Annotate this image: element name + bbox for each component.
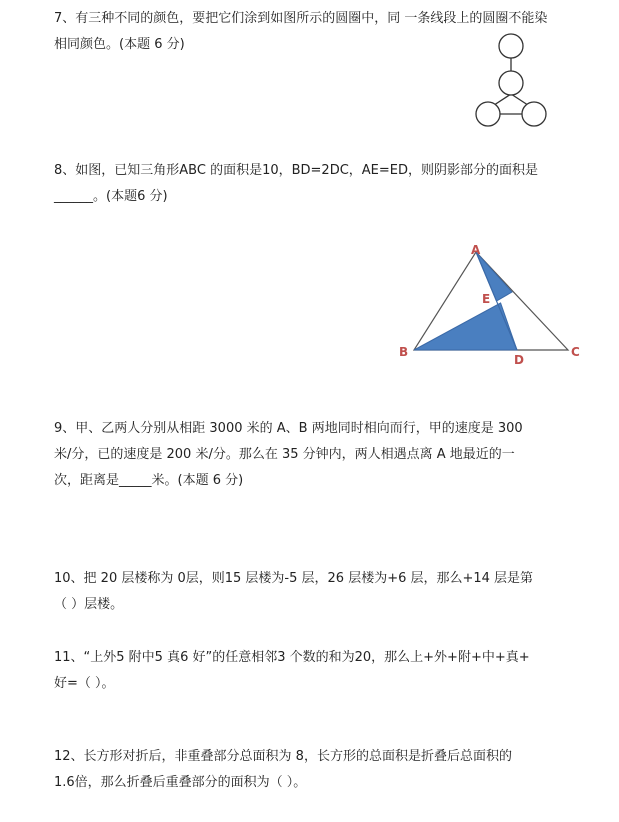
question-10 bbox=[54, 566, 533, 618]
circle-middle bbox=[499, 71, 523, 95]
question-11-line-2: 好=（ ）。 bbox=[54, 676, 115, 691]
question-8 bbox=[54, 158, 538, 210]
circle-graph-figure bbox=[470, 30, 550, 130]
circle-top bbox=[499, 34, 523, 58]
label-b: B bbox=[399, 345, 409, 359]
question-10-line-2: （ ）层楼。 bbox=[54, 597, 124, 612]
label-d: D bbox=[514, 353, 524, 367]
question-12-line-1: 12、长方形对折后，非重叠部分总面积为 8，长方形的总面积是折叠后总面积的 bbox=[54, 749, 512, 764]
question-9-line-2: 米/分，已的速度是 200 米/分。那么在 35 分钟内，两人相遇点离 A 地最近的一 bbox=[54, 447, 515, 462]
question-12 bbox=[54, 744, 512, 796]
label-a: A bbox=[471, 243, 481, 257]
question-8-line-1: 8、如图，已知三角形ABC 的面积是10，BD=2DC，AE=ED，则阴影部分的面积是 bbox=[54, 163, 539, 178]
triangle-abc-figure bbox=[396, 240, 586, 370]
label-c: C bbox=[571, 345, 580, 359]
question-7-line-1: 7、有三种不同的颜色，要把它们涂到如图所示的圆圈中，同 一条线段上的圆圈不能染 bbox=[54, 11, 548, 26]
circle-bottom-right bbox=[522, 102, 546, 126]
question-9-line-3: 次，距离是_____米。(本题 6 分) bbox=[54, 473, 244, 488]
circle-bottom-left bbox=[476, 102, 500, 126]
label-e: E bbox=[482, 292, 491, 306]
question-11 bbox=[54, 645, 530, 697]
question-7-line-2: 相同颜色。(本题 6 分) bbox=[54, 37, 185, 52]
question-8-line-2: ______。(本题6 分) bbox=[54, 189, 168, 204]
question-9 bbox=[54, 416, 523, 494]
question-9-line-1: 9、甲、乙两人分别从相距 3000 米的 A、B 两地同时相向而行，甲的速度是 300 bbox=[54, 421, 523, 436]
question-11-line-1: 11、“上外5 附中5 真6 好”的任意相邻3 个数的和为20，那么上+外+附+中+真+ bbox=[54, 650, 530, 665]
question-10-line-1: 10、把 20 层楼称为 0层，则15 层楼为-5 层，26 层楼为+6 层，那么+14 层是第 bbox=[54, 571, 534, 586]
question-12-line-2: 1.6倍，那么折叠后重叠部分的面积为（ ）。 bbox=[54, 775, 307, 790]
